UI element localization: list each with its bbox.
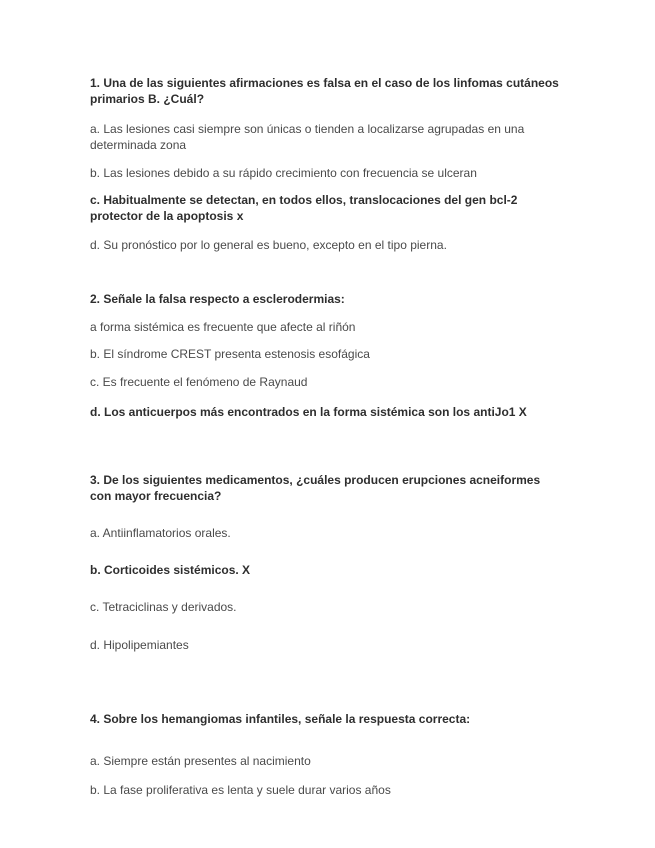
question-3-text: 3. De los siguientes medicamentos, ¿cuáles producen erupciones acneiformes con mayor frecuencia? xyxy=(90,473,541,503)
question-1-option-a: a. Las lesiones casi siempre son únicas o tienden a localizarse agrupadas en una determinada zona xyxy=(90,122,525,152)
question-2-option-a: a forma sistémica es frecuente que afecte al riñón xyxy=(90,320,356,334)
question-1-text: 1. Una de las siguientes afirmaciones es falsa en el caso de los linfomas cutáneos primarios B. ¿Cuál? xyxy=(90,76,559,106)
question-2-option-b: b. El síndrome CREST presenta estenosis esofágica xyxy=(90,347,370,361)
question-1-option-c: c. Habitualmente se detectan, en todos ellos, translocaciones del gen bcl-2 protector de la apoptosis x xyxy=(90,193,518,223)
question-3-option-a: a. Antiinflamatorios orales. xyxy=(90,526,231,540)
question-3-option-b: b. Corticoides sistémicos. X xyxy=(90,563,251,577)
question-1-option-d: d. Su pronóstico por lo general es bueno, excepto en el tipo pierna. xyxy=(90,238,447,252)
question-4-option-a: a. Siempre están presentes al nacimiento xyxy=(90,754,311,768)
question-3-option-c: c. Tetraciclinas y derivados. xyxy=(90,600,237,614)
question-3-option-d: d. Hipolipemiantes xyxy=(90,638,189,652)
question-4-text: 4. Sobre los hemangiomas infantiles, señale la respuesta correcta: xyxy=(90,712,471,726)
question-2-option-d: d. Los anticuerpos más encontrados en la forma sistémica son los antiJo1 X xyxy=(90,405,527,419)
question-2-text: 2. Señale la falsa respecto a esclerodermias: xyxy=(90,292,345,306)
question-2-option-c: c. Es frecuente el fenómeno de Raynaud xyxy=(90,375,308,389)
question-4-option-b: b. La fase proliferativa es lenta y suele durar varios años xyxy=(90,783,391,797)
question-1-option-b: b. Las lesiones debido a su rápido crecimiento con frecuencia se ulceran xyxy=(90,166,477,180)
